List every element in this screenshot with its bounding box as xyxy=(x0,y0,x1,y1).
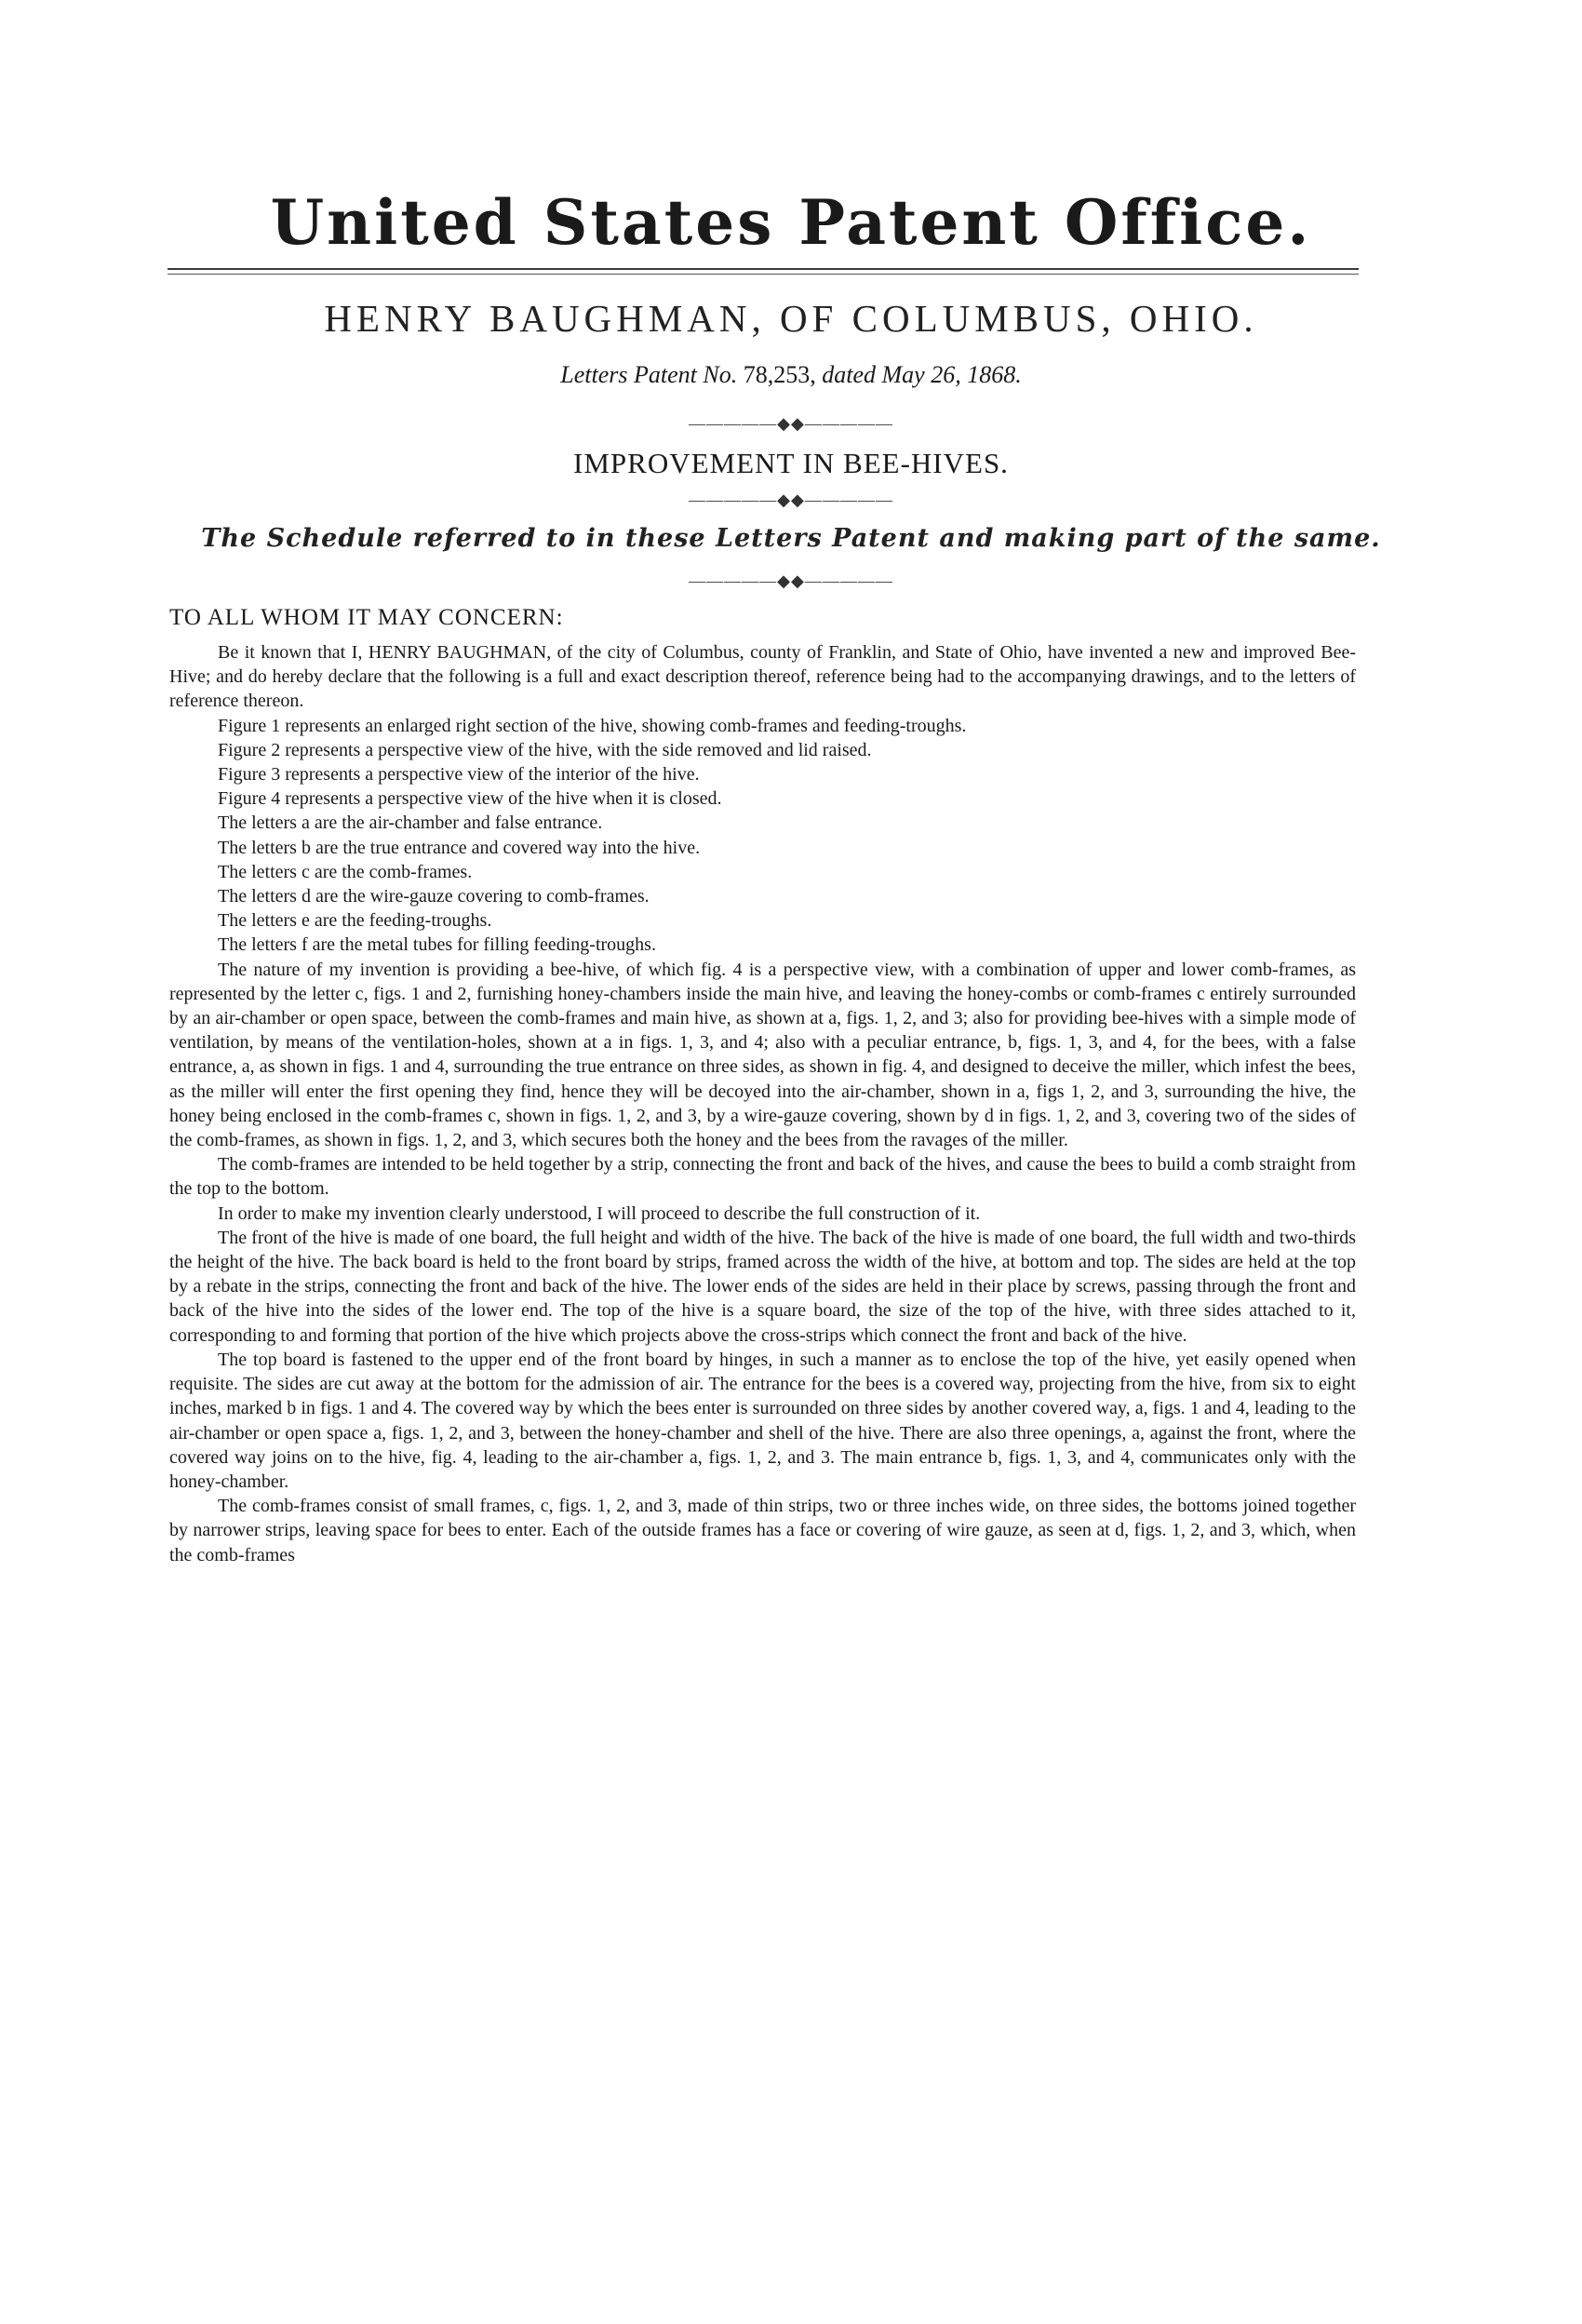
salutation: TO ALL WHOM IT MAY CONCERN: xyxy=(169,605,564,630)
figure-description: Figure 3 represents a perspective view of the interior of the hive. xyxy=(218,764,700,786)
figure-description: Figure 1 represents an enlarged right section of the hive, showing comb-frames and feeding-troughs. xyxy=(218,715,967,736)
header-rule-top xyxy=(168,268,1359,270)
ornament-divider-1: —————◆◆————— xyxy=(689,414,893,433)
inventor-line: HENRY BAUGHMAN, OF COLUMBUS, OHIO. xyxy=(324,297,1258,340)
paragraph: The nature of my invention is providing a bee-hive, of which fig. 4 is a perspective view, with a combination of upper and lower comb-frames, as represented by the letter c, figs. 1 and 2, furnishing honey-chambers inside the main hive, and leaving the honey-combs or comb-frames c entirely surrounded by an air-chamber or open space, between the comb-frames and main hive, as shown at a, figs. 1, 2, and 3; also for providing bee-hives with a simple mode of ventilation, by means of the ventilation-holes, shown at a in figs. 1, 3, and 4; also with a peculiar entrance, b, figs. 1, 3, and 4, for the bees, with a false entrance, a, as shown in figs. 1 and 4, surrounding the true entrance on three sides, as shown in fig. 4, and designed to deceive the miller, which infest the bees, as the miller will enter the first opening they find, hence they will be decoyed into the air-chamber, shown in a, figs 1, 2, and 3, surrounding the hive, the honey being enclosed in the comb-frames c, shown in figs. 1, 2, and 3, by a wire-gauze covering, shown by d in figs. 1, 2, and 3, covering two of the sides of the comb-frames, as shown in figs. 1, 2, and 3, which secures both the honey and the bees from the ravages of the miller. xyxy=(169,959,1356,1151)
ornament-divider-3: —————◆◆————— xyxy=(689,571,893,590)
letter-legend: The letters f are the metal tubes for filling feeding-troughs. xyxy=(218,934,656,956)
paragraph: The comb-frames consist of small frames, c, figs. 1, 2, and 3, made of thin strips, two or three inches wide, on three sides, the bottoms joined together by narrower strips, leaving space for bees to enter. Each of the outside frames has a face or covering of wire gauze, as seen at d, figs. 1, 2, and 3, which, when the comb-frames xyxy=(169,1496,1356,1565)
patent-number: 78,253, xyxy=(743,361,816,388)
header-rule-bottom xyxy=(168,274,1359,275)
patent-prefix: Letters Patent No. xyxy=(560,361,738,388)
figure-description: Figure 2 represents a perspective view of the hive, with the side removed and lid raised. xyxy=(218,739,872,760)
paragraph: The front of the hive is made of one board, the full height and width of the hive. The back of the hive is made of one board, the full width and two-thirds the height of the hive. The back board is held to the front board by strips, framed across the width of the hive, at bottom and top. The sides are held at the top by a rebate in the strips, connecting the front and back of the hive. The lower ends of the sides are held in their place by screws, passing through the front and back of the hive into the sides of the lower end. The top of the hive is a square board, the size of the top of the hive, with three sides attached to it, corresponding to and forming that portion of the hive which projects above the cross-strips which connect the front and back of the hive. xyxy=(169,1227,1356,1346)
letter-legend: The letters c are the comb-frames. xyxy=(218,861,473,882)
specification-body xyxy=(169,640,1356,1567)
paragraph: In order to make my invention clearly understood, I will proceed to describe the full construction of it. xyxy=(218,1202,981,1224)
schedule-line: The Schedule referred to in these Letters Patent and making part of the same. xyxy=(201,524,1381,553)
letter-legend: The letters d are the wire-gauze covering to comb-frames. xyxy=(218,886,650,907)
paragraph: The comb-frames are intended to be held together by a strip, connecting the front and back of the hives, and cause the bees to build a comb straight from the top to the bottom. xyxy=(169,1154,1356,1200)
letter-legend: The letters b are the true entrance and covered way into the hive. xyxy=(218,837,701,858)
invention-title: IMPROVEMENT IN BEE-HIVES. xyxy=(573,447,1009,479)
patent-number-line xyxy=(0,361,1582,389)
paragraph: The top board is fastened to the upper end of the front board by hinges, in such a manner as to enclose the top of the hive, yet easily opened when requisite. The sides are cut away at the bottom for the admission of air. The entrance for the bees is a covered way, projecting from the hive, from six to eight inches, marked b in figs. 1 and 4. The covered way by which the bees enter is surrounded on three sides by another covered way, a, figs. 1 and 4, leading to the air-chamber or open space a, figs. 1, 2, and 3, between the honey-chamber and shell of the hive. There are also three openings, a, against the front, where the covered way joins on to the hive, fig. 4, leading to the air-chamber a, figs. 1, 2, and 3. The main entrance b, figs. 1, 3, and 4, communicates only with the honey-chamber. xyxy=(169,1349,1356,1492)
patent-office-heading: United States Patent Office. xyxy=(270,186,1312,259)
ornament-divider-2: —————◆◆————— xyxy=(689,490,893,509)
letter-legend: The letters e are the feeding-troughs. xyxy=(218,910,492,932)
paragraph: Be it known that I, HENRY BAUGHMAN, of the city of Columbus, county of Franklin, and State of Ohio, have invented a new and improved Bee-Hive; and do hereby declare that the following is a full and exact description thereof, reference being had to the accompanying drawings, and to the letters of reference thereon. xyxy=(169,642,1356,712)
letter-legend: The letters a are the air-chamber and false entrance. xyxy=(218,813,603,834)
figure-description: Figure 4 represents a perspective view of the hive when it is closed. xyxy=(218,788,722,810)
patent-date: dated May 26, 1868. xyxy=(822,361,1022,388)
